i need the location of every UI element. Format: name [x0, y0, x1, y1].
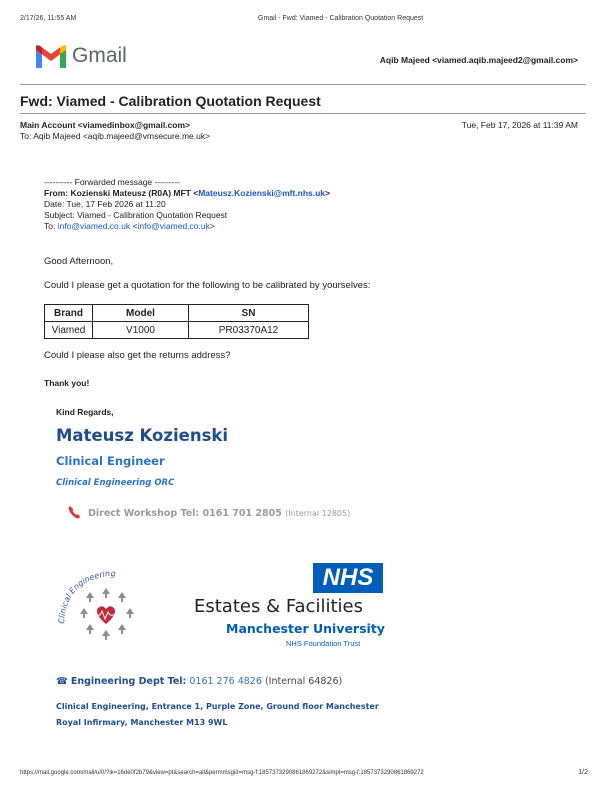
table-cell-model: V1000 [93, 322, 189, 339]
subject-divider [20, 113, 586, 114]
nhs-foundation-trust: NHS Foundation Trust [286, 639, 361, 648]
forwarded-to [44, 221, 215, 231]
forwarded-date: Date: Tue, 17 Feb 2026 at 11:20 [44, 199, 166, 209]
message-from: Main Account <viamedinbox@gmail.com> [20, 120, 190, 130]
engineering-dept-phone [56, 676, 342, 687]
returns-question: Could I please also get the returns address? [44, 350, 231, 361]
engineering-dept-ext: (Internal 64826) [264, 676, 343, 687]
gmail-logo-icon [34, 44, 68, 70]
forwarded-subject: Subject: Viamed - Calibration Quotation Request [44, 210, 228, 220]
calibration-table [44, 304, 309, 339]
forwarded-to-label: To: [44, 221, 58, 231]
gmail-logo-text: Gmail [72, 44, 127, 67]
telephone-icon: ☎ [56, 676, 68, 687]
forwarded-divider: ---------- Forwarded message --------- [44, 177, 180, 187]
clinical-engineering-logo [56, 568, 156, 650]
table-header-model: Model [93, 305, 189, 322]
table-header-brand: Brand [45, 305, 93, 322]
forwarded-from-label: From: Kozienski Mateusz (R0A) MFT < [44, 188, 199, 198]
ce-logo-text: Clinical Engineering [56, 568, 116, 625]
kind-regards: Kind Regards, [56, 407, 114, 417]
account-email: Aqib Majeed <viamed.aqib.majeed2@gmail.com> [379, 55, 578, 65]
signature-role: Clinical Engineer [56, 454, 165, 468]
address-line-1: Clinical Engineering, Entrance 1, Purple Zone, Ground floor Manchester [56, 702, 379, 711]
table-row [45, 322, 309, 339]
forwarded-to-mid: < [130, 221, 138, 231]
print-page-number: 1/2 [578, 769, 588, 776]
greeting: Good Afternoon, [44, 256, 114, 267]
print-datetime: 2/17/26, 11:55 AM [20, 15, 77, 22]
manchester-university: Manchester University [226, 621, 385, 636]
engineering-dept-label: Engineering Dept Tel: [70, 676, 187, 687]
table-header-row [45, 305, 309, 322]
email-subject: Fwd: Viamed - Calibration Quotation Request [20, 93, 321, 109]
forwarded-to-suffix: > [209, 221, 215, 231]
signature-name: Mateusz Kozienski [56, 426, 229, 445]
message-to: To: Aqib Majeed <aqib.majeed@vmsecure.me.uk> [20, 131, 211, 141]
header-divider [20, 84, 586, 85]
nhs-logo [313, 563, 383, 593]
forwarded-from-email-link[interactable]: Mateusz.Kozienski@mft.nhs.uk [198, 188, 326, 198]
workshop-phone-ext: (Internal 12805) [285, 509, 351, 518]
message-date: Tue, Feb 17, 2026 at 11:39 AM [461, 120, 578, 130]
workshop-phone-label: Direct Workshop Tel: 0161 701 2805 [88, 508, 282, 519]
engineering-dept-number[interactable]: 0161 276 4826 [189, 676, 262, 687]
phone-icon [67, 504, 83, 520]
table-cell-brand: Viamed [45, 322, 93, 339]
estates-facilities: Estates & Facilities [194, 596, 363, 617]
quotation-request: Could I please get a quotation for the following to be calibrated by yourselves: [44, 280, 371, 291]
workshop-phone [88, 508, 350, 519]
address-line-2: Royal Infirmary, Manchester M13 9WL [56, 718, 228, 727]
signature-department: Clinical Engineering ORC [56, 478, 175, 488]
nhs-logo-text: NHS [322, 564, 374, 591]
table-header-sn: SN [189, 305, 309, 322]
print-title: Gmail - Fwd: Viamed - Calibration Quotation Request [258, 15, 424, 22]
print-footer-url: https://mail.google.com/mail/u/0/?ik=16de0f2b79&view=pt&search=all&permmsgid=msg-f:1857373290861869272&simpl=msg-f:1857373290861869272 [20, 770, 424, 776]
table-cell-sn: PR03370A12 [189, 322, 309, 339]
forwarded-to-email-link[interactable]: info@viamed.co.uk [57, 221, 131, 231]
thanks: Thank you! [44, 378, 90, 388]
forwarded-from-suffix: > [325, 188, 331, 198]
forwarded-from [44, 188, 330, 198]
forwarded-to-email2-link[interactable]: info@viamed.co.uk [137, 221, 210, 231]
